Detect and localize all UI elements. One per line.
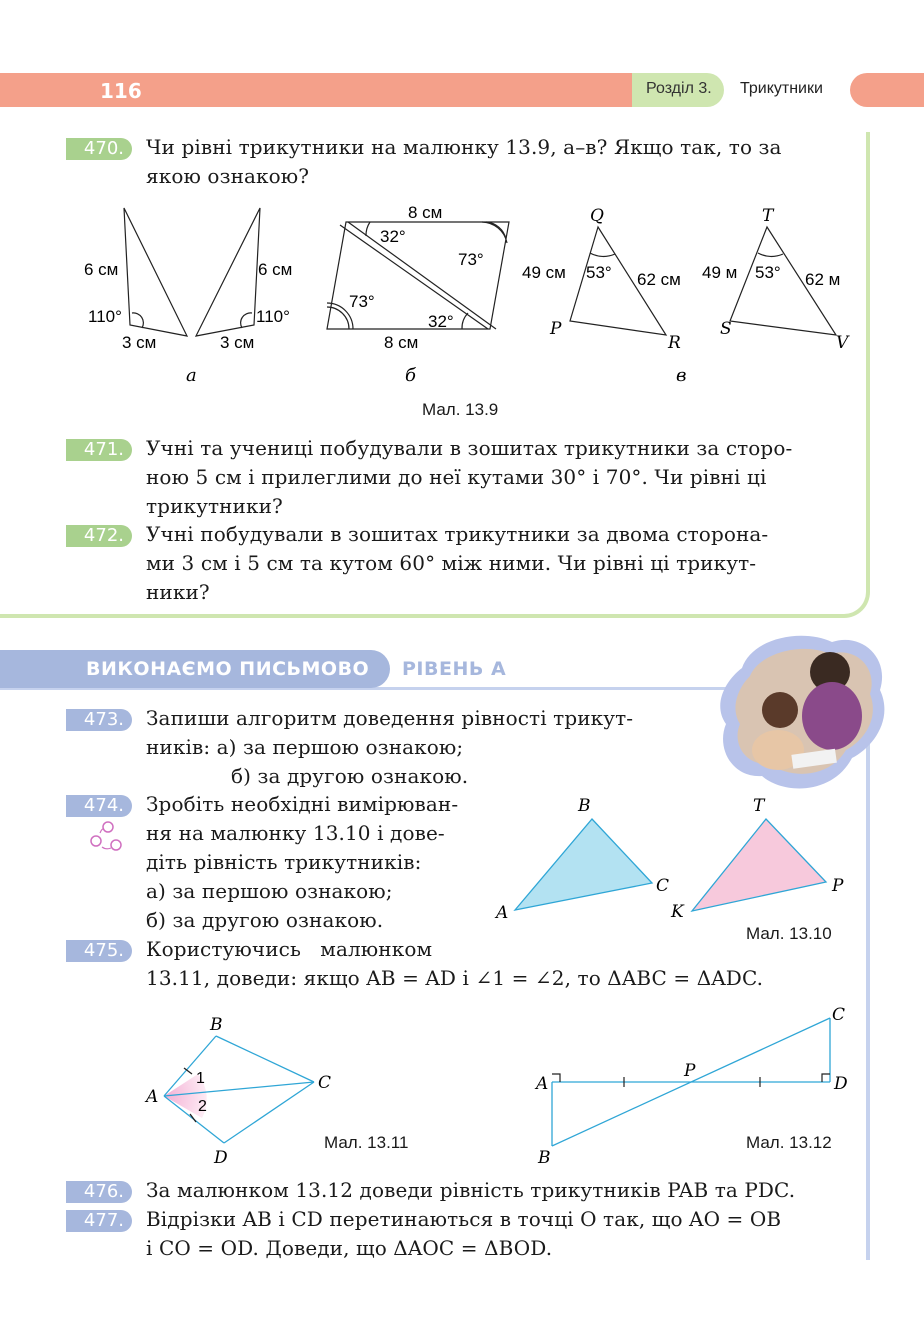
task-number-badge: 470. — [66, 138, 132, 160]
figure-13-10-caption: Мал. 13.10 — [746, 924, 832, 943]
task-474-line1: Зробіть необхідні вимірюван- — [146, 792, 459, 816]
v-t: T — [762, 206, 774, 226]
task-number-badge: 473. — [66, 709, 132, 731]
task-474-line3: діть рівність трикутників: — [146, 850, 422, 874]
page-number: 116 — [100, 79, 142, 103]
header-bar — [0, 73, 636, 107]
b-top: 8 см — [408, 203, 443, 222]
task-472-line1: Учні побудували в зошитах трикутники за двома сторона- — [146, 522, 769, 546]
v-tv: 62 м — [805, 270, 841, 289]
figure-13-12-caption: Мал. 13.12 — [746, 1133, 832, 1152]
fig1312-d: D — [834, 1074, 848, 1094]
fig1310-b: B — [578, 796, 591, 816]
task-473-line2: ників: а) за першою ознакою; — [146, 735, 464, 759]
chapter-title: Трикутники — [740, 80, 823, 97]
fig1311-d: D — [214, 1148, 228, 1168]
header-bar-right — [850, 73, 924, 107]
fig1311-c: C — [318, 1073, 332, 1093]
fig1312-c: C — [832, 1005, 846, 1025]
b-label: б — [405, 365, 416, 386]
figure-13-9-a — [124, 208, 260, 336]
task-472-line3: ники? — [146, 580, 210, 604]
task-475-line1: Користуючись малюнком — [146, 937, 433, 961]
figure-13-9-b — [327, 222, 509, 329]
task-number-badge: 472. — [66, 525, 132, 547]
a-side1: 6 см — [84, 260, 119, 279]
triangle-ktp — [692, 819, 826, 911]
task-470-line1: Чи рівні трикутники на малюнку 13.9, а–в? Якщо так, то за — [146, 135, 782, 159]
task-number-badge: 474. — [66, 795, 132, 817]
fig1312-p: P — [684, 1061, 696, 1081]
v-anglet: 53° — [755, 263, 781, 282]
v-label: в — [676, 365, 687, 386]
a-label: а — [186, 365, 197, 386]
task-471-line3: трикутники? — [146, 494, 283, 518]
group-work-icon — [88, 820, 126, 854]
fig1312-a: A — [536, 1074, 549, 1094]
fig1310-a: A — [496, 903, 509, 923]
figure-13-11-caption: Мал. 13.11 — [324, 1133, 409, 1152]
v-angleq: 53° — [586, 263, 612, 282]
b-bottom: 8 см — [384, 333, 419, 352]
section-band-title: ВИКОНАЄМО ПИСЬМОВО — [86, 658, 370, 680]
task-475-line2: 13.11, доведи: якщо AB = AD і ∠1 = ∠2, то ΔABC = ΔADC. — [146, 966, 764, 990]
fig1311-angle1: 1 — [196, 1070, 205, 1087]
fig1310-k: K — [671, 902, 684, 922]
v-ts: 49 м — [702, 263, 738, 282]
task-477-line2: і CO = OD. Доведи, що ΔAOC = ΔBOD. — [146, 1236, 553, 1260]
fig1310-p: P — [832, 876, 844, 896]
task-471-line1: Учні та учениці побудували в зошитах трикутники за сторо- — [146, 436, 793, 460]
fig1312-b: B — [538, 1148, 551, 1168]
section-band — [0, 650, 390, 688]
v-p: P — [550, 319, 562, 339]
v-s: S — [720, 319, 732, 339]
task-474-line4: а) за першою ознакою; — [146, 879, 393, 903]
task-476-line1: За малюнком 13.12 доведи рівність трикутників PAB та PDC. — [146, 1178, 796, 1202]
task-471-line2: ною 5 см і прилеглими до неї кутами 30° і 70°. Чи рівні ці — [146, 465, 767, 489]
v-q: Q — [590, 206, 604, 226]
students-photo — [712, 628, 892, 800]
triangle-abc — [515, 819, 652, 910]
b-a2: 73° — [458, 250, 484, 269]
a-base2: 3 см — [220, 333, 255, 352]
task-number-badge: 475. — [66, 940, 132, 962]
a-angle2: 110° — [256, 307, 290, 326]
fig1311-b: B — [210, 1015, 223, 1035]
fig1310-t: T — [753, 796, 765, 816]
fig1311-angle2: 2 — [198, 1098, 207, 1115]
task-474-line5: б) за другою ознакою. — [146, 908, 384, 932]
task-472-line2: ми 3 см і 5 см та кутом 60° між ними. Чи рівні ці трикут- — [146, 551, 757, 575]
a-side2: 6 см — [258, 260, 293, 279]
a-base1: 3 см — [122, 333, 157, 352]
task-number-badge: 471. — [66, 439, 132, 461]
task-number-badge: 476. — [66, 1181, 132, 1203]
v-qr: 62 см — [637, 270, 681, 289]
b-a1: 32° — [380, 227, 406, 246]
figure-13-9 — [70, 195, 870, 395]
a-angle1: 110° — [88, 307, 122, 326]
task-474-line2: ня на малюнку 13.10 і дове- — [146, 821, 445, 845]
task-473-line1: Запиши алгоритм доведення рівності трикут- — [146, 706, 634, 730]
task-470-line2: якою ознакою? — [146, 164, 310, 188]
v-qp: 49 см — [522, 263, 566, 282]
task-number-badge: 477. — [66, 1210, 132, 1232]
v-r: R — [668, 333, 681, 353]
section-tab — [632, 73, 724, 107]
b-a3: 73° — [349, 292, 375, 311]
fig1311-a: A — [146, 1087, 159, 1107]
figure-13-9-caption: Мал. 13.9 — [422, 400, 499, 419]
fig1310-c: C — [656, 876, 670, 896]
task-473-line3: б) за другою ознакою. — [231, 764, 469, 788]
v-v: V — [836, 333, 849, 353]
section-label: Розділ 3. — [646, 80, 712, 97]
b-a4: 32° — [428, 312, 454, 331]
task-477-line1: Відрізки AB і CD перетинаються в точці O так, що AO = OB — [146, 1207, 782, 1231]
section-level: РІВЕНЬ А — [402, 658, 507, 680]
